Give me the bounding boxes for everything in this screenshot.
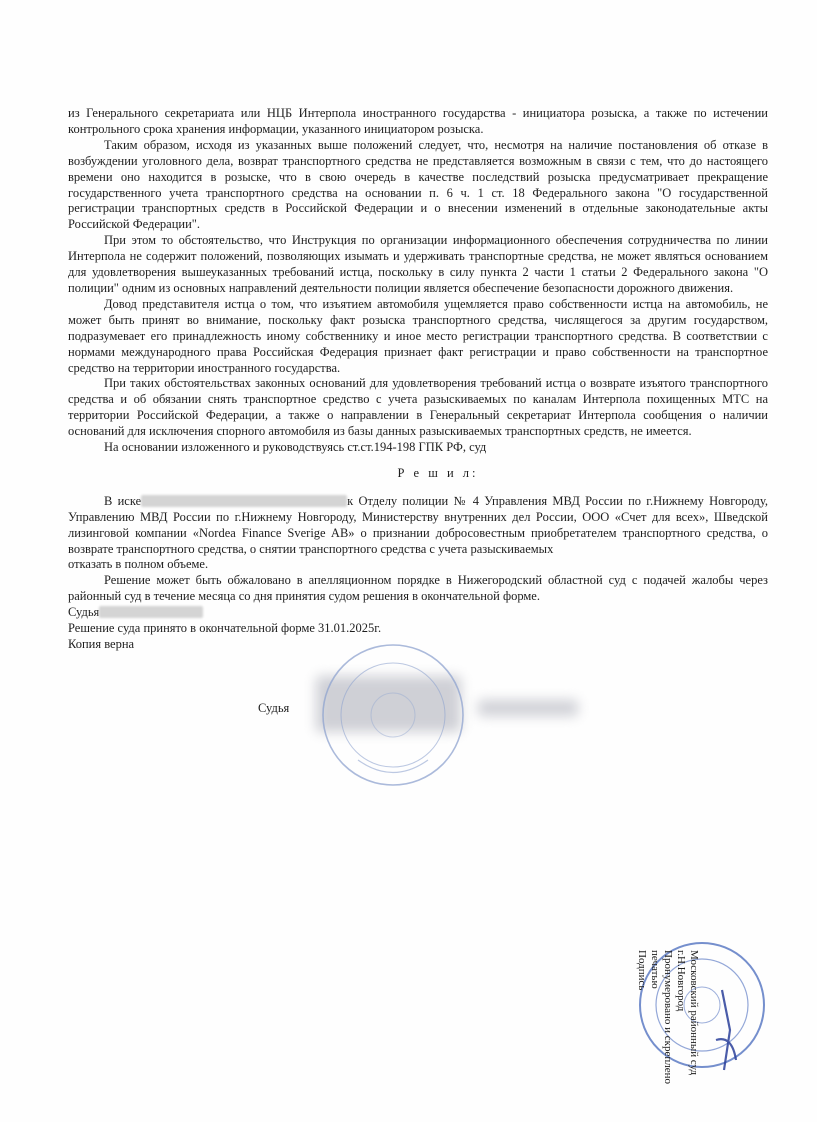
paragraph-2: Таким образом, исходя из указанных выше положений следует, что, несмотря на наличие постановления об отказе в возбуждении уголовного дела, возврат транспортного средства не представляется возможным в связи с тем, что до настоящего времени оно находится в розыске, что в свою очередь в качестве последствий розыска предусматривает прекращение государственного учета транспортного средства на основании п. 6 ч. 1 ст. 18 Федерального закона "О государственной регистрации транспортных средств в Российской Федерации и о внесении изменений в отдельные законодательные акты Российской Федерации". xyxy=(68,137,768,232)
redacted-plaintiff xyxy=(141,495,347,507)
document-body xyxy=(68,106,768,653)
redacted-judge-signature-name xyxy=(478,700,578,716)
decision-heading: Р е ш и л: xyxy=(397,465,479,480)
certification-line-5: Подпись xyxy=(636,950,648,991)
paragraph-5: При таких обстоятельствах законных оснований для удовлетворения требований истца о возврате изъятого транспортного средства и об обязании снять транспортное средство с учета разыскиваемых по каналам Интерпола похищенных МТС на территории Российской Федерации, а также о направлении в Генеральный секретариат Интерпола сообщения о наличии оснований для исключения спорного автомобиля из базы данных разыскиваемых транспортных средств, не имеется. xyxy=(68,376,768,439)
decision-rest: к Отделу полиции № 4 Управления МВД России по г.Нижнему Новгороду, Управлению МВД России по г.Нижнему Новгороду, Министерству внутренних дел России, ООО «Счет для всех», Шведской лизинговой компании «Nordea Finance Sverige AB» о признании добросовестным приобретателем транспортного средства, о возврате транспортного средства, о снятии транспортного средства с учета разыскиваемых xyxy=(68,493,768,556)
certification-line-3: Пронумеровано и скреплено xyxy=(662,950,674,1084)
paragraph-4: Довод представителя истца о том, что изъятием автомобиля ущемляется право собственности истца на автомобиль, не может быть принят во внимание, поскольку факт розыска транспортного средства, числящегося за другим государством, подразумевает его принадлежность иному собственнику и иное место регистрации транспортного средства. В соответствии с нормами международного права Российская Федерация признает факт регистрации и право собственности на транспортное средство на территории иностранного государства. xyxy=(68,296,768,375)
certification-line-4: печатью xyxy=(649,950,661,989)
appeal-paragraph: Решение может быть обжаловано в апелляционном порядке в Нижегородский областной суд с подачей жалобы через районный суд в течение месяца со дня принятия судом решения в окончательной форме. xyxy=(68,573,768,604)
redacted-judge-name xyxy=(99,606,203,618)
paragraph-1: из Генерального секретариата или НЦБ Интерпола иностранного государства - инициатора розыска, а также по истечении контрольного срока хранения информации, указанного инициатором розыска. xyxy=(68,106,768,136)
court-seal-stamp xyxy=(318,640,468,790)
decision-end: отказать в полном объеме. xyxy=(68,557,209,572)
decision-prefix: В иске xyxy=(104,493,142,508)
final-form-date: Решение суда принято в окончательной форме 31.01.2025г. xyxy=(68,621,382,636)
certification-line-2: г.Н.Новгород xyxy=(675,950,687,1012)
signature-label: Судья xyxy=(258,701,290,715)
copy-true: Копия верна xyxy=(68,637,135,651)
certification-note xyxy=(620,950,700,1110)
paragraph-3: При этом то обстоятельство, что Инструкция по организации информационного обеспечения сотрудничества по линии Интерпола не содержит положений, позволяющих изымать и удерживать транспортные средства, не может являться основанием для удовлетворения вышеуказанных требований истца, поскольку в силу пункта 2 части 1 статьи 2 Федерального закона "О полиции" одним из основных направлений деятельности полиции является обеспечение безопасности дорожного движения. xyxy=(68,233,768,295)
certification-line-1: Московский районный суд xyxy=(688,950,700,1076)
decision-paragraph xyxy=(68,494,768,558)
judge-label: Судья xyxy=(68,605,100,620)
paragraph-6: На основании изложенного и руководствуясь ст.ст.194-198 ГПК РФ, суд xyxy=(104,440,487,455)
judge-line xyxy=(68,605,768,621)
